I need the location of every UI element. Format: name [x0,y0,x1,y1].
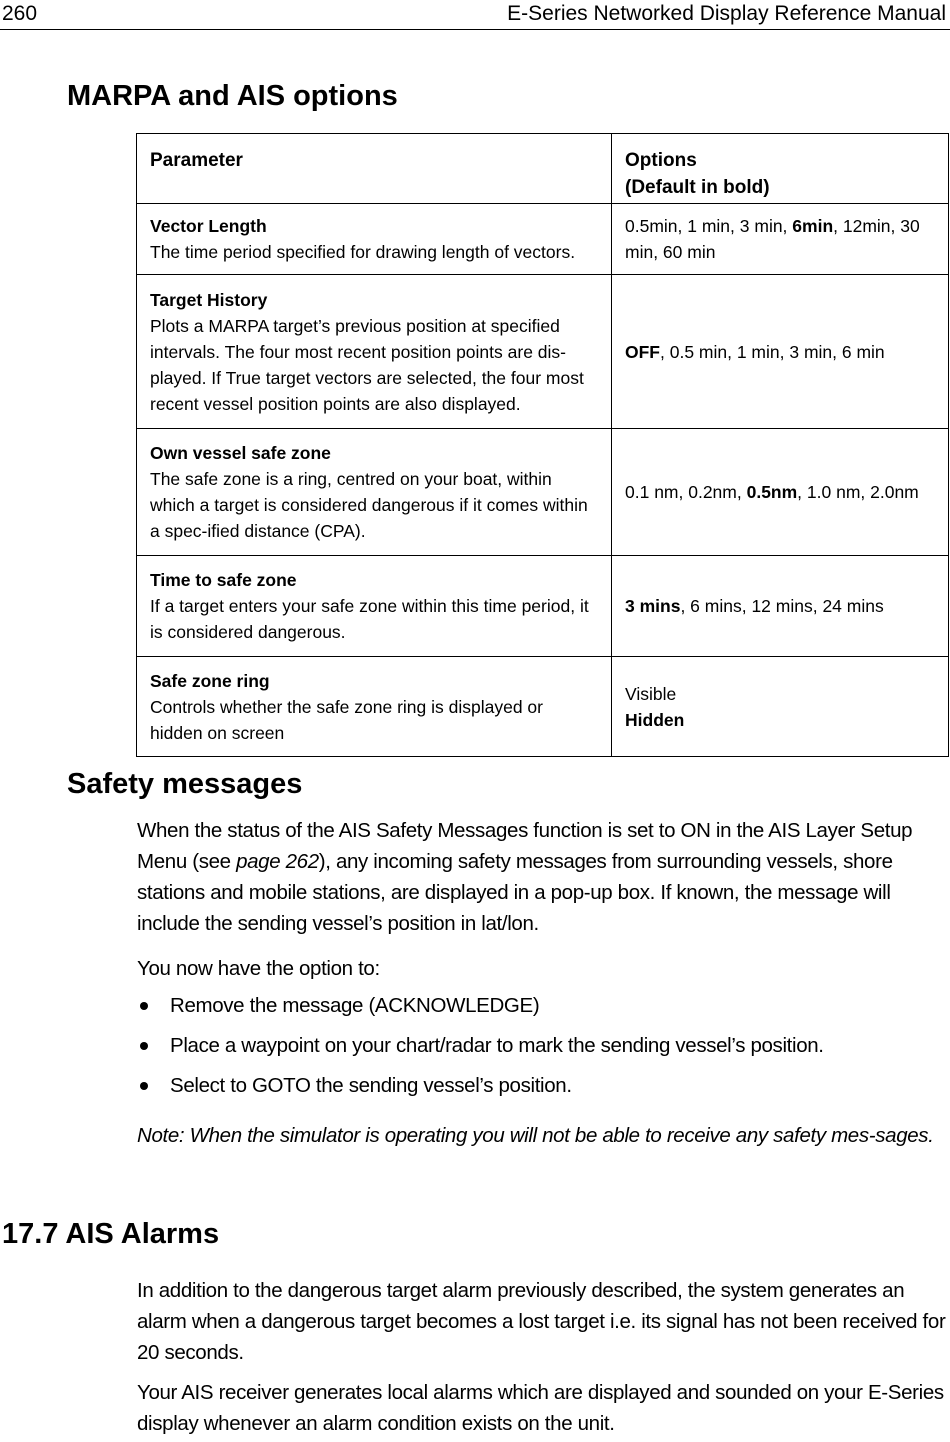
parameter-description: The safe zone is a ring, centred on your boat, within which a target is considered dangerous if it comes within a spec-ified distance (CPA). [150,469,588,541]
paragraph-text: ), any incoming safety messages from surrounding vessels, shore stations and mobile stations, are displayed in a pop-up box. If known, the message will include the sending vessel’s position in lat/lon. [137,850,893,935]
section-title-safety-messages: Safety messages [67,768,303,800]
parameter-description: Plots a MARPA target’s previous position at specified intervals. The four most recent position points are dis-played. If True target vectors are selected, the four most recent vessel position points are also displayed. [150,315,584,414]
list-item-text: Select to GOTO the sending vessel’s position. [170,1074,572,1097]
list-item [137,1070,937,1110]
parameter-name: Own vessel safe zone [150,443,331,463]
default-option: 6min [792,216,834,236]
list-item-text: Remove the message (ACKNOWLEDGE) [170,994,540,1017]
page-number: 260 [2,2,38,25]
option-values: 0.1 nm, 0.2nm, [625,482,747,502]
list-item [137,1030,937,1070]
options-column-header [612,134,949,204]
option-values: , 6 mins, 12 mins, 24 mins [680,596,884,616]
simulator-note: Note: When the simulator is operating you will not be able to receive any safety mes-sages. [137,1124,934,1147]
table-row [137,556,949,657]
section-title-ais-alarms: 17.7 AIS Alarms [2,1218,220,1250]
options-cell [612,429,949,556]
bullet-icon [140,1002,148,1010]
parameter-name: Time to safe zone [150,570,297,590]
parameter-column-header: Parameter [137,134,612,204]
parameter-cell [137,275,612,429]
options-cell [612,556,949,657]
parameter-name: Safe zone ring [150,670,270,691]
parameter-description: Controls whether the safe zone ring is displayed or hidden on screen [150,696,543,743]
table-row [137,657,949,757]
parameter-description: If a target enters your safe zone within this time period, it is considered dangerous. [150,596,589,642]
table-header-row [137,134,949,204]
parameter-name: Vector Length [150,216,267,236]
paragraph-text: When the status of the AIS Safety Messages function is set to ON in the AIS Layer Setup Menu (see [137,819,913,873]
parameter-cell [137,204,612,275]
page-link[interactable]: page 262 [236,850,319,873]
options-cell [612,657,949,757]
options-table [136,133,949,757]
document-title: E-Series Networked Display Reference Manual [507,2,946,25]
section-title-marpa-ais-options: MARPA and AIS options [67,80,398,112]
options-intro-paragraph: You now have the option to: [137,957,380,980]
option-values: , 0.5 min, 1 min, 3 min, 6 min [660,341,885,362]
parameter-description: The time period specified for drawing length of vectors. [150,242,576,262]
options-bullet-list [137,990,937,1110]
parameter-name: Target History [150,289,268,310]
options-cell [612,275,949,429]
options-cell [612,204,949,275]
bullet-icon [140,1042,148,1050]
ais-alarms-paragraph-1: In addition to the dangerous target alarm previously described, the system generates an alarm when a dangerous target becomes a lost target i.e. its signal has not been received for 20 seconds. [137,1279,946,1364]
parameter-cell [137,657,612,757]
parameter-cell [137,429,612,556]
default-option: 3 mins [625,596,681,616]
option-values: , 12min, 30 min, 60 min [625,216,920,262]
table-row [137,429,949,556]
parameter-cell [137,556,612,657]
options-header-line1: Options [625,150,697,171]
default-option: 0.5nm [746,482,798,502]
table-row [137,204,949,275]
default-option: Hidden [625,709,685,730]
options-header-line2: (Default in bold) [625,177,770,198]
table-row [137,275,949,429]
ais-alarms-paragraph-2: Your AIS receiver generates local alarms which are displayed and sounded on your E-Series display whenever an alarm condition exists on the unit. [137,1381,944,1435]
page-header [0,0,950,30]
list-item [137,990,937,1030]
option-values: , 1.0 nm, 2.0nm [797,482,919,502]
safety-messages-paragraph [137,815,947,939]
option-visible: Visible [625,683,677,704]
option-values: 0.5min, 1 min, 3 min, [625,216,793,236]
bullet-icon [140,1082,148,1090]
list-item-text: Place a waypoint on your chart/radar to mark the sending vessel’s position. [170,1034,824,1057]
default-option: OFF [625,341,660,362]
